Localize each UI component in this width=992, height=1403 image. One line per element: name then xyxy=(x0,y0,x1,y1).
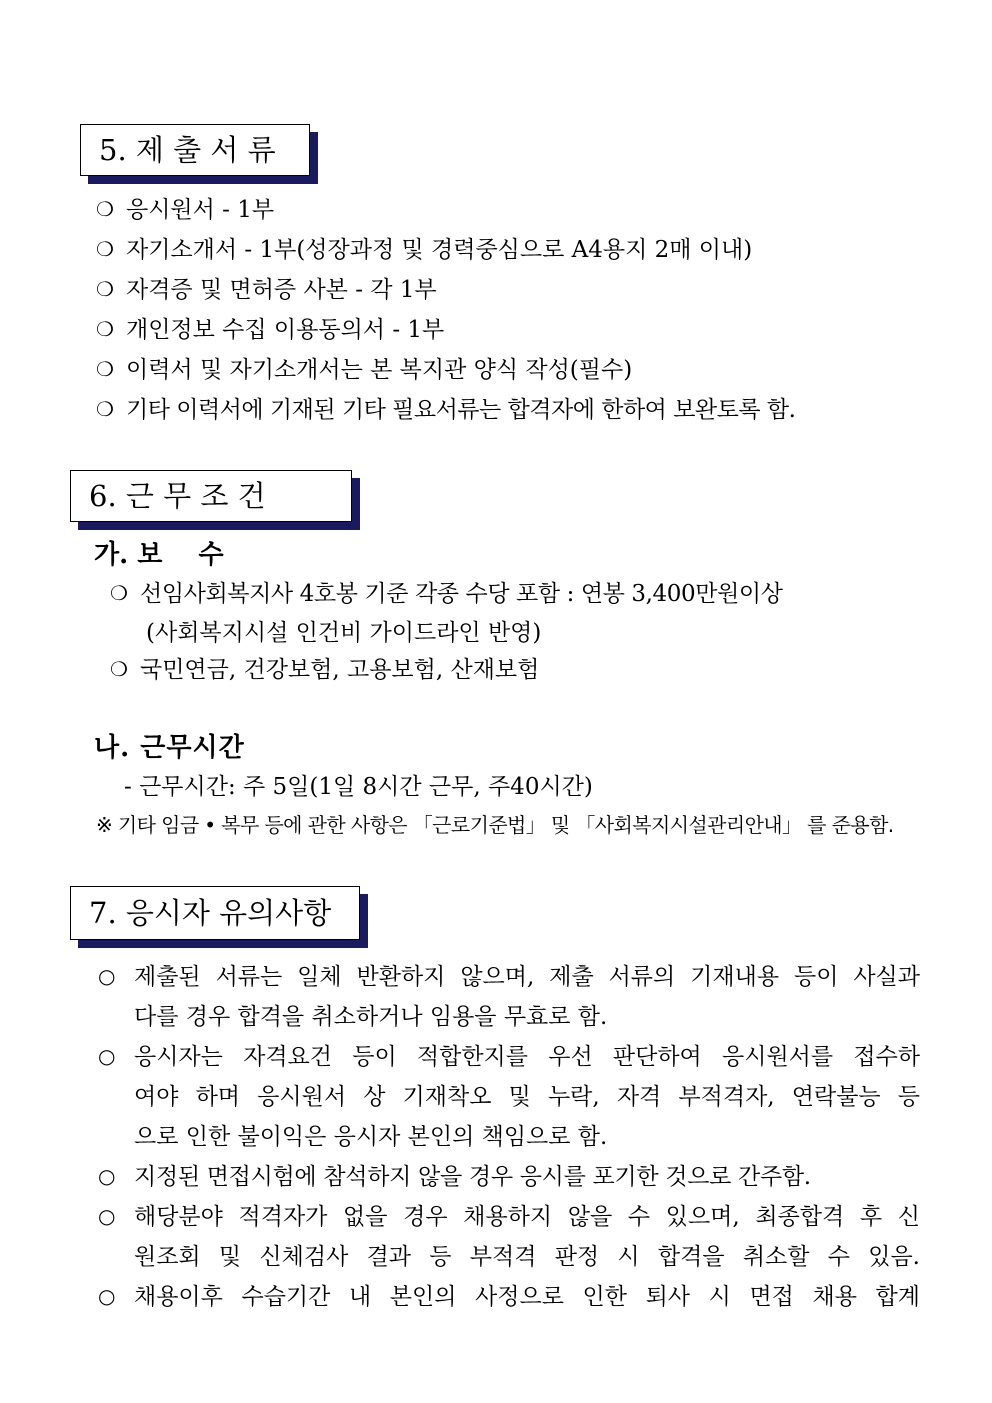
bullet-icon: ○ xyxy=(98,1284,116,1308)
item-text: 이력서 및 자기소개서는 본 복지관 양식 작성(필수) xyxy=(126,357,633,383)
bullet-icon: ❍ xyxy=(110,657,128,681)
pay-item xyxy=(110,583,783,606)
notice-item xyxy=(98,1046,922,1069)
section5-item xyxy=(96,239,752,262)
section5-item xyxy=(96,199,274,222)
item-text: 채용이후 수습기간 내 본인의 사정으로 인한 퇴사 시 면접 채용 합계 xyxy=(134,1284,920,1310)
item-text: 응시원서 - 1부 xyxy=(126,197,275,223)
section5-item xyxy=(96,359,632,382)
bullet-icon: ○ xyxy=(98,1204,116,1228)
pay-item xyxy=(110,659,539,682)
item-text: 자기소개서 - 1부(성장과정 및 경력중심으로 A4용지 2매 이내) xyxy=(126,237,753,263)
bullet-icon: ○ xyxy=(98,1164,116,1188)
bullet-icon: ❍ xyxy=(96,197,114,221)
notice-item xyxy=(98,966,922,989)
notice-item xyxy=(98,1166,811,1189)
pay-item-continuation: (사회복지시설 인건비 가이드라인 반영) xyxy=(146,620,542,646)
notice-item xyxy=(98,1206,922,1229)
bullet-icon: ❍ xyxy=(96,357,114,381)
bullet-icon: ❍ xyxy=(96,397,114,421)
bullet-icon: ❍ xyxy=(96,317,114,341)
bullet-icon: ❍ xyxy=(96,277,114,301)
section5-heading: 5. 제 출 서 류 xyxy=(80,124,310,176)
bullet-icon: ❍ xyxy=(110,581,128,605)
item-text: 응시자는 자격요건 등이 적합한지를 우선 판단하여 응시원서를 접수하 xyxy=(134,1044,920,1070)
notice-item xyxy=(98,1286,922,1309)
item-text: 국민연금, 건강보험, 고용보험, 산재보험 xyxy=(140,657,540,683)
item-text: 개인정보 수집 이용동의서 - 1부 xyxy=(126,317,445,343)
item-text: 해당분야 적격자가 없을 경우 채용하지 않을 수 있으며, 최종합격 후 신 xyxy=(134,1204,920,1230)
notice-item-continuation: 으로 인한 불이익은 응시자 본인의 책임으로 함. xyxy=(134,1124,608,1150)
hours-heading: 나. 근무시간 xyxy=(94,733,245,763)
notice-item-continuation: 원조회 및 신체검사 결과 등 부적격 판정 시 합격을 취소할 수 있음. xyxy=(134,1244,920,1270)
section5-item xyxy=(96,319,444,342)
item-text: 선임사회복지사 4호봉 기준 각종 수당 포함 : 연봉 3,400만원이상 xyxy=(140,581,783,607)
item-text: 자격증 및 면허증 사본 - 각 1부 xyxy=(126,277,437,303)
notice-item-continuation: 다를 경우 합격을 취소하거나 임용을 무효로 함. xyxy=(134,1004,608,1030)
section5-heading-box xyxy=(80,124,318,184)
section7-heading: 7. 응시자 유의사항 xyxy=(70,886,360,940)
section7-heading-box xyxy=(70,886,368,948)
item-text: 기타 이력서에 기재된 기타 필요서류는 합격자에 한하여 보완토록 함. xyxy=(126,397,796,423)
bullet-icon: ○ xyxy=(98,1044,116,1068)
item-text: 지정된 면접시험에 참석하지 않을 경우 응시를 포기한 것으로 간주함. xyxy=(134,1164,811,1190)
bullet-icon: ○ xyxy=(98,964,116,988)
section5-item xyxy=(96,279,437,302)
section6-heading-box xyxy=(70,470,360,530)
section6-heading: 6. 근 무 조 건 xyxy=(70,470,352,522)
item-text: 제출된 서류는 일체 반환하지 않으며, 제출 서류의 기재내용 등이 사실과 xyxy=(134,964,920,990)
section5-item xyxy=(96,399,795,422)
hours-detail: - 근무시간: 주 5일(1일 8시간 근무, 주40시간) xyxy=(124,774,593,800)
bullet-icon: ❍ xyxy=(96,237,114,261)
pay-heading: 가. 보 수 xyxy=(94,540,224,570)
notice-item-continuation: 여야 하며 응시원서 상 기재착오 및 누락, 자격 부적격자, 연락불능 등 xyxy=(134,1084,920,1110)
hours-note: ※ 기타 임금 • 복무 등에 관한 사항은 「근로기준법」 및 「사회복지시설관리안내」 를 준용함. xyxy=(96,813,894,837)
